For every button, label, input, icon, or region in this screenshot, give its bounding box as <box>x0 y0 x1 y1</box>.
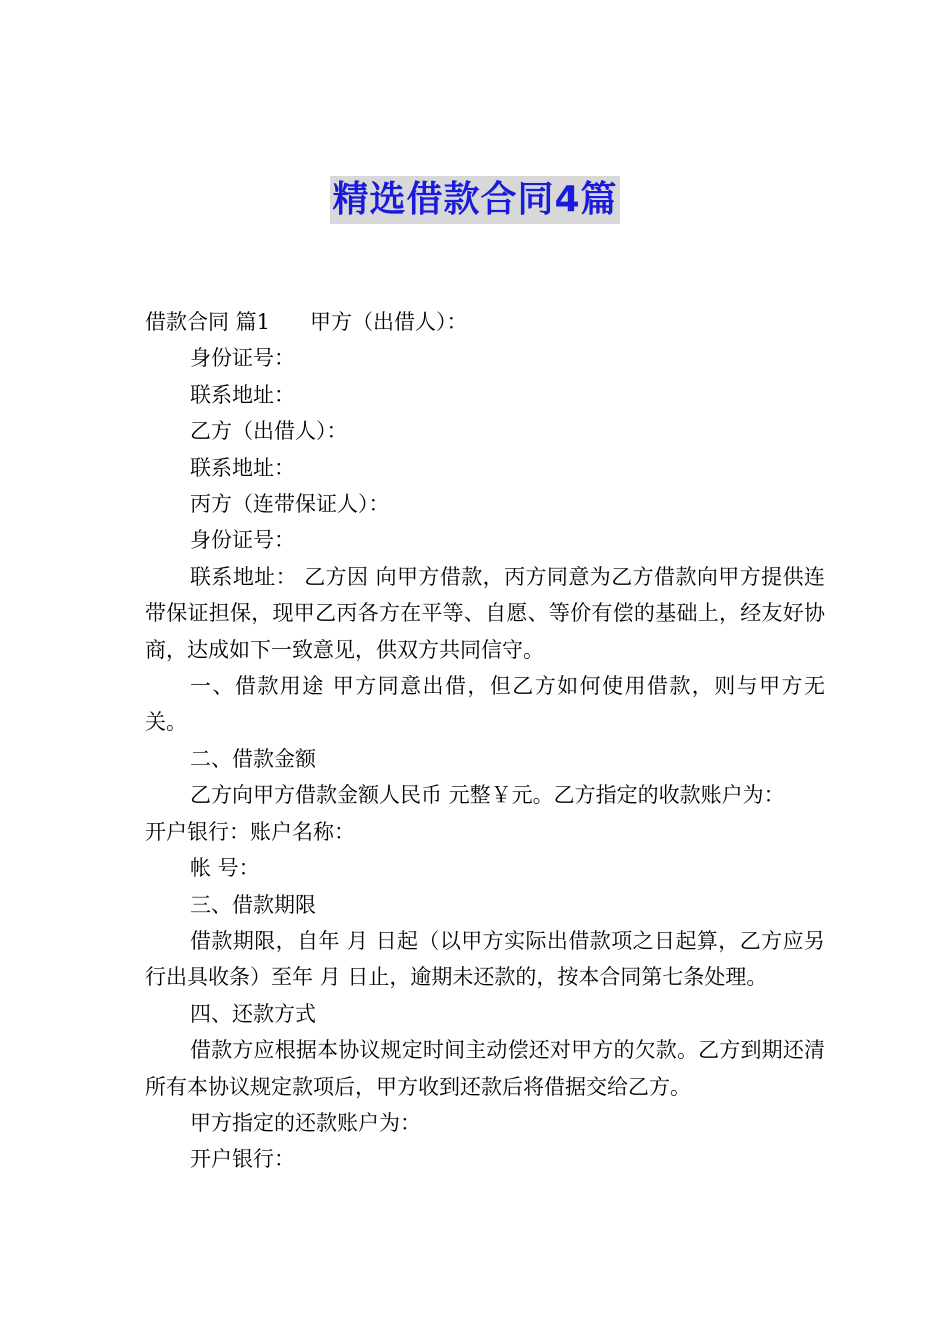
party-c-id-line: 身份证号： <box>190 528 295 553</box>
clause-1-purpose: 一、借款用途 甲方同意出借，但乙方如何使用借款，则与甲方无关。 <box>145 674 825 735</box>
party-c-label: 丙方（连带保证人）： <box>190 492 390 517</box>
repayment-account-label: 甲方指定的还款账户为： <box>190 1110 421 1135</box>
clause-3-term: 借款期限，自年 月 日起（以甲方实际出借款项之日起算，乙方应另行出具收条）至年 月 日止，逾期未还款的，按本合同第七条处理。 <box>145 928 825 990</box>
party-a-label: 甲方（出借人）： <box>310 310 468 334</box>
document-title <box>0 176 950 224</box>
clause-4-repayment: 借款方应根据本协议规定时间主动偿还对甲方的欠款。乙方到期还清所有本协议规定款项后，甲方收到还款后将借据交给乙方。 <box>145 1038 825 1099</box>
party-b-address-line: 联系地址： <box>190 455 295 480</box>
clause-2-heading: 二、借款金额 <box>190 746 316 771</box>
party-a-address-line: 联系地址： <box>190 382 295 407</box>
party-a-id-line: 身份证号： <box>190 346 295 371</box>
document-title-text: 精选借款合同4篇 <box>330 176 619 224</box>
contract-heading: 借款合同 篇1 <box>145 310 271 334</box>
repayment-bank-line: 开户银行： <box>190 1147 295 1172</box>
clause-2-amount: 乙方向甲方借款金额人民币 元整￥元。乙方指定的收款账户为： <box>190 783 785 808</box>
preamble-paragraph: 联系地址： 乙方因 向甲方借款，丙方同意为乙方借款向甲方提供连带保证担保，现甲乙丙各方在平等、自愿、等价有偿的基础上，经友好协商，达成如下一致意见，供双方共同信守。 <box>145 564 825 662</box>
document-body <box>145 304 825 1178</box>
contract-heading-line <box>145 304 825 340</box>
clause-3-heading: 三、借款期限 <box>190 892 316 917</box>
clause-2-account-number: 帐 号： <box>190 856 260 881</box>
clause-2-bank-line: 开户银行：账户名称： <box>145 819 355 844</box>
clause-4-heading: 四、还款方式 <box>190 1001 316 1026</box>
party-b-label: 乙方（出借人）： <box>190 419 348 444</box>
